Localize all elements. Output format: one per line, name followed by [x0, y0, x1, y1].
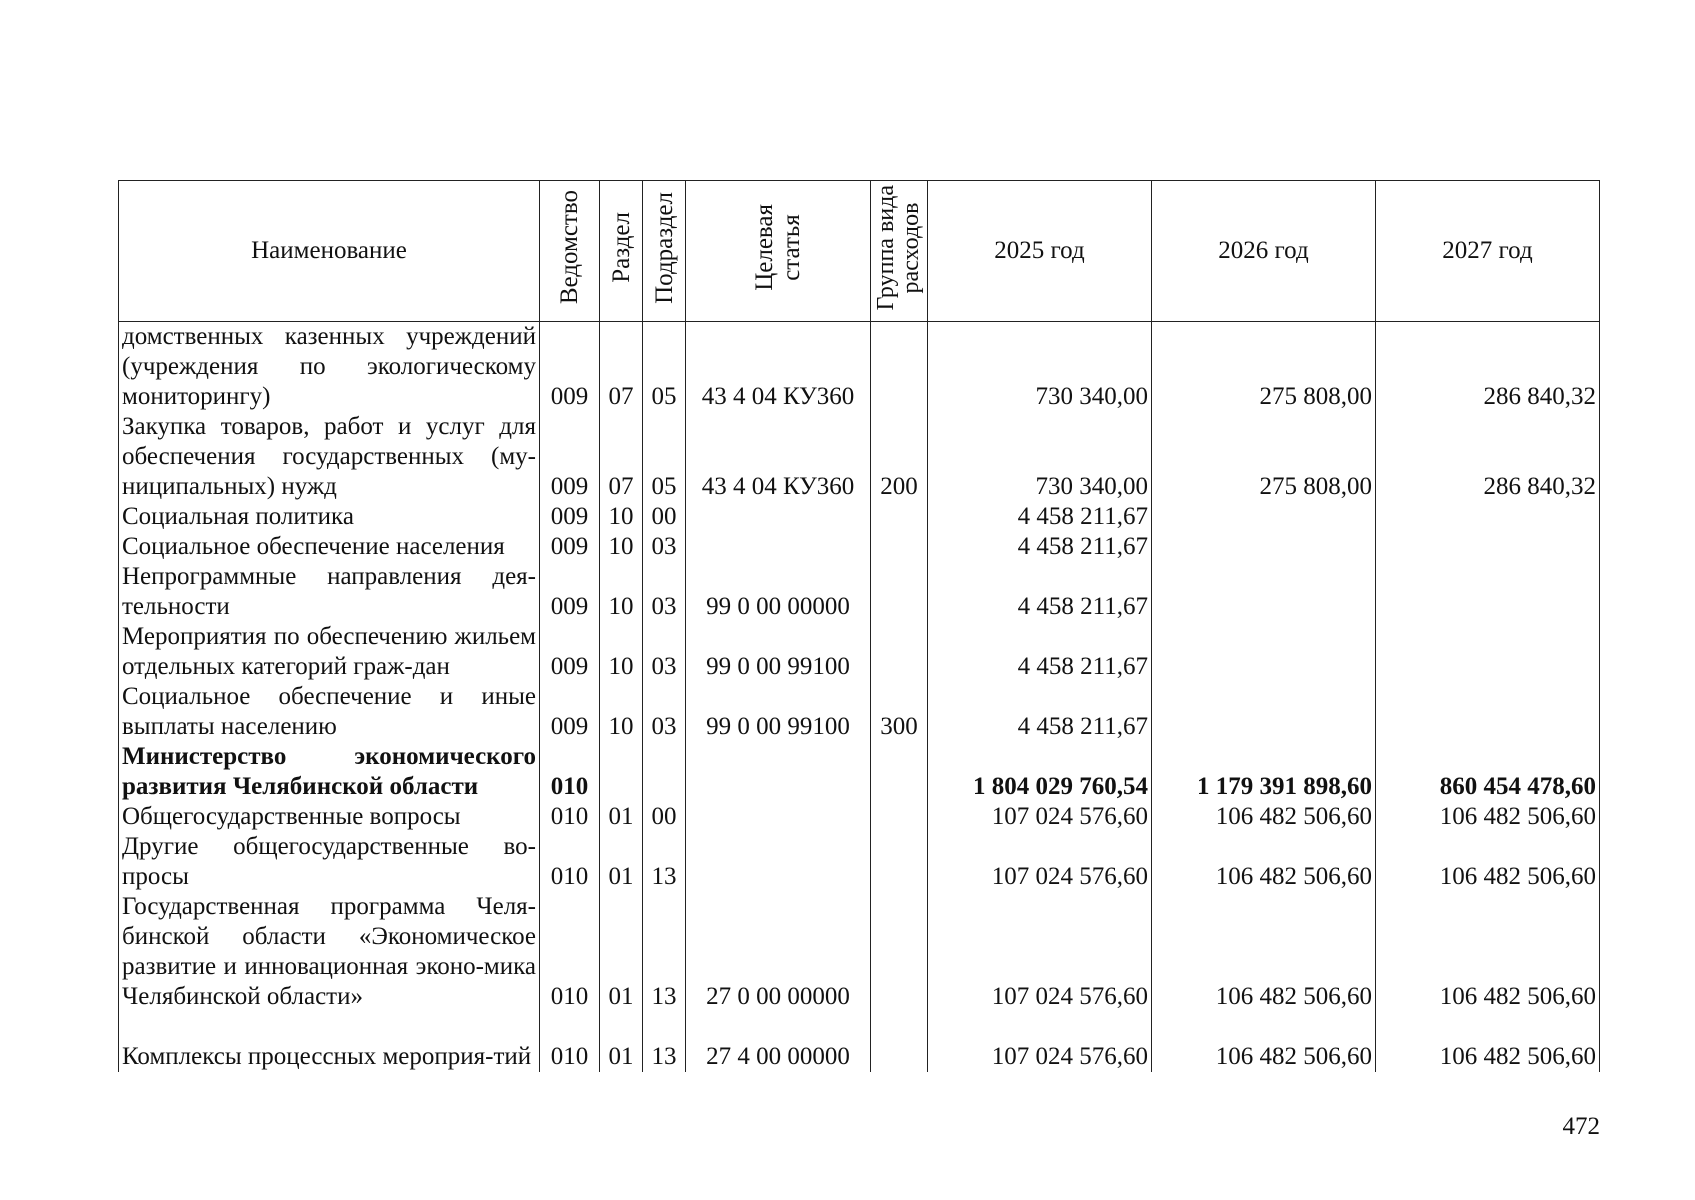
- cell-expense-group: [871, 322, 928, 413]
- cell-2025: 107 024 576,60: [928, 832, 1152, 892]
- cell-expense-group: 300: [871, 682, 928, 742]
- table-row: [119, 622, 1600, 682]
- cell-razdel: 01: [600, 1012, 643, 1072]
- cell-2026: 275 808,00: [1152, 412, 1376, 502]
- cell-target-article: [686, 832, 871, 892]
- cell-name: Социальная политика: [119, 502, 540, 532]
- cell-2027: 106 482 506,60: [1376, 892, 1600, 1012]
- cell-2025: 107 024 576,60: [928, 1012, 1152, 1072]
- cell-2025: 4 458 211,67: [928, 562, 1152, 622]
- table-row: [119, 682, 1600, 742]
- cell-target-article: 27 4 00 00000: [686, 1012, 871, 1072]
- cell-expense-group: [871, 502, 928, 532]
- cell-2027: 106 482 506,60: [1376, 832, 1600, 892]
- cell-razdel: 01: [600, 892, 643, 1012]
- cell-vedomstvo: 010: [540, 802, 600, 832]
- cell-2025: 1 804 029 760,54: [928, 742, 1152, 802]
- cell-razdel: 01: [600, 802, 643, 832]
- cell-vedomstvo: 009: [540, 322, 600, 413]
- cell-name: Закупка товаров, работ и услуг для обеспечения государственных (му-ниципальных) нужд: [119, 412, 540, 502]
- cell-razdel: 10: [600, 562, 643, 622]
- header-name: Наименование: [119, 181, 540, 322]
- cell-2026: 106 482 506,60: [1152, 892, 1376, 1012]
- cell-2025: 4 458 211,67: [928, 682, 1152, 742]
- budget-table: [118, 180, 1600, 1072]
- cell-expense-group: [871, 562, 928, 622]
- cell-podrazdel: 05: [643, 412, 686, 502]
- header-vedomstvo: Ведомство: [540, 181, 600, 322]
- cell-vedomstvo: 009: [540, 622, 600, 682]
- cell-2027: [1376, 682, 1600, 742]
- cell-target-article: 99 0 00 99100: [686, 622, 871, 682]
- cell-name: Социальное обеспечение и иные выплаты населению: [119, 682, 540, 742]
- cell-expense-group: [871, 622, 928, 682]
- cell-target-article: [686, 502, 871, 532]
- cell-expense-group: [871, 832, 928, 892]
- cell-razdel: 10: [600, 682, 643, 742]
- header-2027: 2027 год: [1376, 181, 1600, 322]
- table-row: [119, 562, 1600, 622]
- cell-target-article: 43 4 04 КУ360: [686, 412, 871, 502]
- cell-name: Социальное обеспечение населения: [119, 532, 540, 562]
- table-row: [119, 892, 1600, 1012]
- header-2026: 2026 год: [1152, 181, 1376, 322]
- cell-vedomstvo: 009: [540, 682, 600, 742]
- table-row: [119, 742, 1600, 802]
- table-row: [119, 322, 1600, 413]
- cell-podrazdel: 03: [643, 532, 686, 562]
- cell-expense-group: [871, 742, 928, 802]
- table-row: [119, 502, 1600, 532]
- table-row: [119, 1012, 1600, 1072]
- cell-podrazdel: 03: [643, 682, 686, 742]
- cell-razdel: 10: [600, 532, 643, 562]
- cell-name: Государственная программа Челя-бинской области «Экономическое развитие и инновационная эконо-мика Челябинской области»: [119, 892, 540, 1012]
- cell-2027: 286 840,32: [1376, 412, 1600, 502]
- cell-2027: 860 454 478,60: [1376, 742, 1600, 802]
- cell-2026: 275 808,00: [1152, 322, 1376, 413]
- cell-2025: 730 340,00: [928, 412, 1152, 502]
- cell-vedomstvo: 010: [540, 832, 600, 892]
- cell-vedomstvo: 009: [540, 562, 600, 622]
- cell-target-article: [686, 532, 871, 562]
- cell-vedomstvo: 010: [540, 1012, 600, 1072]
- cell-2026: [1152, 502, 1376, 532]
- cell-2027: [1376, 562, 1600, 622]
- header-target-article: Целевая статья: [686, 181, 871, 322]
- cell-2026: [1152, 622, 1376, 682]
- table-header-row: [119, 181, 1600, 322]
- cell-podrazdel: 00: [643, 502, 686, 532]
- cell-podrazdel: 03: [643, 622, 686, 682]
- cell-2025: 4 458 211,67: [928, 622, 1152, 682]
- cell-2027: 106 482 506,60: [1376, 802, 1600, 832]
- cell-2027: 106 482 506,60: [1376, 1012, 1600, 1072]
- cell-2026: [1152, 562, 1376, 622]
- cell-podrazdel: 13: [643, 832, 686, 892]
- cell-name: Непрограммные направления дея-тельности: [119, 562, 540, 622]
- cell-razdel: 01: [600, 832, 643, 892]
- cell-target-article: [686, 742, 871, 802]
- cell-name: Мероприятия по обеспечению жильем отдельных категорий граж-дан: [119, 622, 540, 682]
- header-2025: 2025 год: [928, 181, 1152, 322]
- cell-2025: 4 458 211,67: [928, 532, 1152, 562]
- cell-target-article: 99 0 00 00000: [686, 562, 871, 622]
- cell-name: Министерство экономического развития Челябинской области: [119, 742, 540, 802]
- cell-vedomstvo: 010: [540, 742, 600, 802]
- header-expense-group: Группа вида расходов: [871, 181, 928, 322]
- cell-name: Другие общегосударственные во-просы: [119, 832, 540, 892]
- cell-razdel: 10: [600, 502, 643, 532]
- cell-expense-group: [871, 1012, 928, 1072]
- cell-target-article: 99 0 00 99100: [686, 682, 871, 742]
- cell-vedomstvo: 009: [540, 502, 600, 532]
- cell-name: домственных казенных учреждений (учреждения по экологическому мониторингу): [119, 322, 540, 413]
- cell-podrazdel: 03: [643, 562, 686, 622]
- cell-razdel: [600, 742, 643, 802]
- cell-podrazdel: 05: [643, 322, 686, 413]
- cell-target-article: [686, 802, 871, 832]
- cell-vedomstvo: 009: [540, 532, 600, 562]
- table-row: [119, 802, 1600, 832]
- cell-2026: [1152, 532, 1376, 562]
- cell-target-article: 27 0 00 00000: [686, 892, 871, 1012]
- cell-2027: 286 840,32: [1376, 322, 1600, 413]
- cell-2027: [1376, 532, 1600, 562]
- cell-podrazdel: [643, 742, 686, 802]
- cell-podrazdel: 13: [643, 1012, 686, 1072]
- cell-expense-group: [871, 892, 928, 1012]
- cell-2025: 107 024 576,60: [928, 802, 1152, 832]
- cell-name: Комплексы процессных мероприя-тий: [119, 1012, 540, 1072]
- cell-podrazdel: 00: [643, 802, 686, 832]
- cell-2025: 4 458 211,67: [928, 502, 1152, 532]
- cell-2026: 1 179 391 898,60: [1152, 742, 1376, 802]
- cell-2026: 106 482 506,60: [1152, 802, 1376, 832]
- table-body: [119, 322, 1600, 1073]
- cell-2025: 107 024 576,60: [928, 892, 1152, 1012]
- cell-podrazdel: 13: [643, 892, 686, 1012]
- cell-2025: 730 340,00: [928, 322, 1152, 413]
- header-razdel: Раздел: [600, 181, 643, 322]
- cell-2026: 106 482 506,60: [1152, 832, 1376, 892]
- table-row: [119, 532, 1600, 562]
- cell-razdel: 07: [600, 322, 643, 413]
- table-row: [119, 412, 1600, 502]
- cell-expense-group: 200: [871, 412, 928, 502]
- cell-vedomstvo: 009: [540, 412, 600, 502]
- cell-razdel: 10: [600, 622, 643, 682]
- header-podrazdel: Подраздел: [643, 181, 686, 322]
- cell-vedomstvo: 010: [540, 892, 600, 1012]
- page-number: 472: [1562, 1113, 1600, 1140]
- cell-target-article: 43 4 04 КУ360: [686, 322, 871, 413]
- cell-expense-group: [871, 802, 928, 832]
- table-row: [119, 832, 1600, 892]
- cell-2027: [1376, 622, 1600, 682]
- cell-2027: [1376, 502, 1600, 532]
- cell-name: Общегосударственные вопросы: [119, 802, 540, 832]
- cell-2026: 106 482 506,60: [1152, 1012, 1376, 1072]
- cell-razdel: 07: [600, 412, 643, 502]
- cell-expense-group: [871, 532, 928, 562]
- cell-2026: [1152, 682, 1376, 742]
